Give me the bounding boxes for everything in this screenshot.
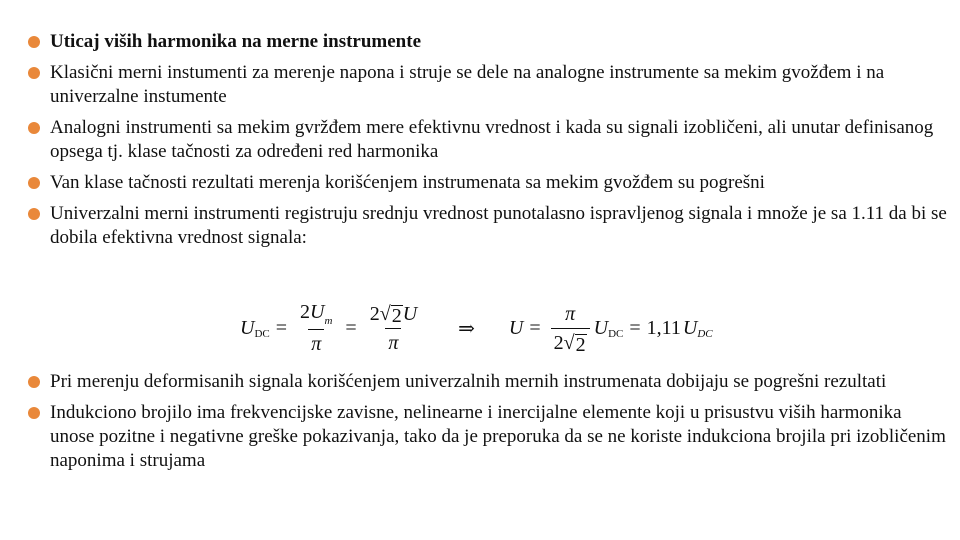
fraction: π 2 √ 2 [551,302,590,355]
bullet-item [28,61,948,109]
bullet-dot-icon [28,208,40,220]
fraction: 2 √ 2 U π [369,302,418,354]
bullet-dot-icon [28,36,40,48]
bullet-item [28,171,948,195]
bullet-text: Uticaj viših harmonika na merne instrumente [50,31,422,52]
implies-arrow-icon: ⇒ [458,317,475,340]
bullet-item [28,401,948,473]
bullet-text: Pri merenju deformisanih signala korišćenjem univerzalnih mernih instrumenata dobijaju se pogrešni rezultati [50,371,887,392]
bullet-text: Van klase tačnosti rezultati merenja korišćenjem instrumenata sa mekim gvožđem su pogrešni [50,172,765,193]
formula [240,296,713,360]
bullet-list-bottom [28,370,948,480]
bullet-dot-icon [28,407,40,419]
fraction: $\frac{2U_m}{\pi}$ [300,301,333,355]
bullet-text: Indukciono brojilo ima frekvencijske zavisne, nelinearne i inercijalne elemente koji u prisustvu viših harmonika unose pozitne i negativne greške pokazivanja, tako da je preporuka da se ne koriste indukciona brojila pri izobličenim naponima i strujama [50,402,946,471]
bullet-text: Klasični merni instumenti za merenje napona i struje se dele na analogne instrumente sa mekim gvožđem i na univerzalne instumente [50,62,885,107]
bullet-dot-icon [28,177,40,189]
bullet-item [28,116,948,164]
bullet-dot-icon [28,376,40,388]
bullet-dot-icon [28,67,40,79]
bullet-item [28,30,948,54]
bullet-list-top [28,30,948,257]
bullet-item [28,370,948,394]
formula-right: U = π 2 √ 2 U DC = 1,11 U DC [508,302,713,356]
bullet-dot-icon [28,122,40,134]
bullet-item [28,202,948,250]
bullet-text: Analogni instrumenti sa mekim gvržđem mere efektivnu vrednost i kada su signali izobličeni, ali unutar definisanog opsega tj. klase tačnosti za određeni red harmonika [50,117,934,162]
bullet-text: Univerzalni merni instrumenti registruju srednju vrednost punotalasno ispravljenog signala i množe je sa 1.11 da bi se dobila efektivna vrednost signala: [50,203,947,248]
formula-left: U DC = $\frac{2U_m}{\pi}$ = 2 √ 2 U π [240,300,424,356]
